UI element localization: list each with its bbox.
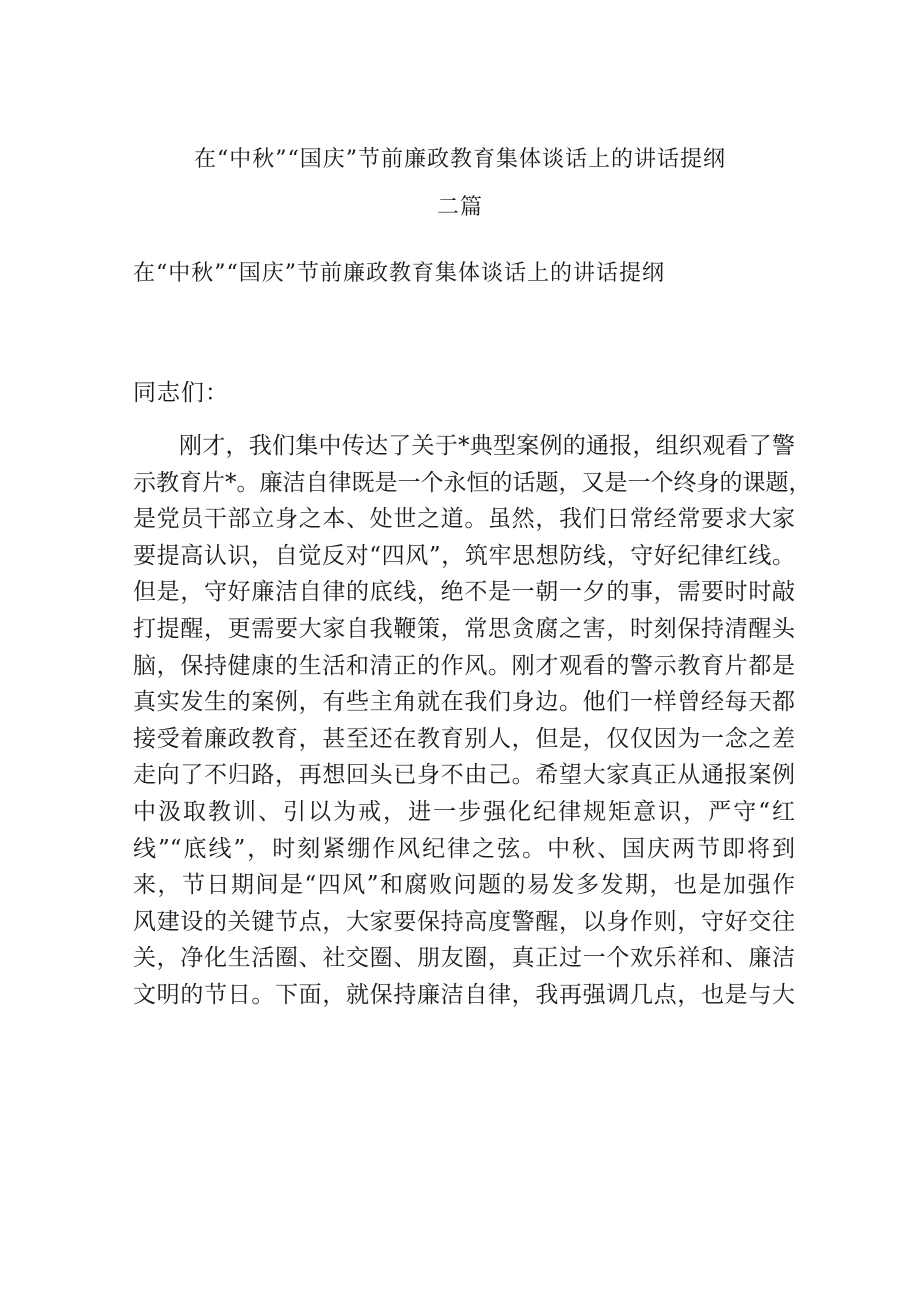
body-line: 来，节日期间是“四风”和腐败问题的易发多发期，也是加强作: [133, 872, 795, 899]
body-paragraph: [133, 428, 812, 1014]
greeting: 同志们：: [133, 380, 229, 406]
body-line: 文明的节日。下面，就保持廉洁自律，我再强调几点，也是与大: [133, 981, 795, 1008]
body-line: 中汲取教训、引以为戒，进一步强化纪律规矩意识，严守“红: [133, 798, 795, 825]
body-line: 是党员干部立身之本、处世之道。虽然，我们日常经常要求大家: [133, 506, 795, 533]
document-title: 在“中秋”“国庆”节前廉政教育集体谈话上的讲话提纲: [194, 147, 726, 172]
document-subtitle: 在“中秋”“国庆”节前廉政教育集体谈话上的讲话提纲: [133, 261, 665, 286]
body-line: 风建设的关键节点，大家要保持高度警醒，以身作则，守好交往: [133, 908, 795, 935]
body-line: 关，净化生活圈、社交圈、朋友圈，真正过一个欢乐祥和、廉洁: [133, 945, 795, 972]
body-line: 要提高认识，自觉反对“四风”，筑牢思想防线，守好纪律红线。: [133, 542, 795, 569]
body-line: 接受着廉政教育，甚至还在教育别人，但是，仅仅因为一念之差: [133, 725, 795, 752]
body-line: 示教育片*。廉洁自律既是一个永恒的话题，又是一个终身的课题，: [133, 469, 812, 496]
body-line: 走向了不归路，再想回头已身不由己。希望大家真正从通报案例: [133, 762, 795, 789]
body-line: 线”“底线”，时刻紧绷作风纪律之弦。中秋、国庆两节即将到: [133, 835, 795, 862]
body-line: 刚才，我们集中传达了关于*典型案例的通报，组织观看了警: [179, 433, 795, 459]
document-title-suffix: 二篇: [436, 195, 483, 220]
body-line: 但是，守好廉洁自律的底线，绝不是一朝一夕的事，需要时时敲: [133, 579, 795, 606]
body-line: 脑，保持健康的生活和清正的作风。刚才观看的警示教育片都是: [133, 652, 795, 679]
body-line: 真实发生的案例，有些主角就在我们身边。他们一样曾经每天都: [133, 689, 795, 716]
body-line: 打提醒，更需要大家自我鞭策，常思贪腐之害，时刻保持清醒头: [133, 615, 795, 642]
